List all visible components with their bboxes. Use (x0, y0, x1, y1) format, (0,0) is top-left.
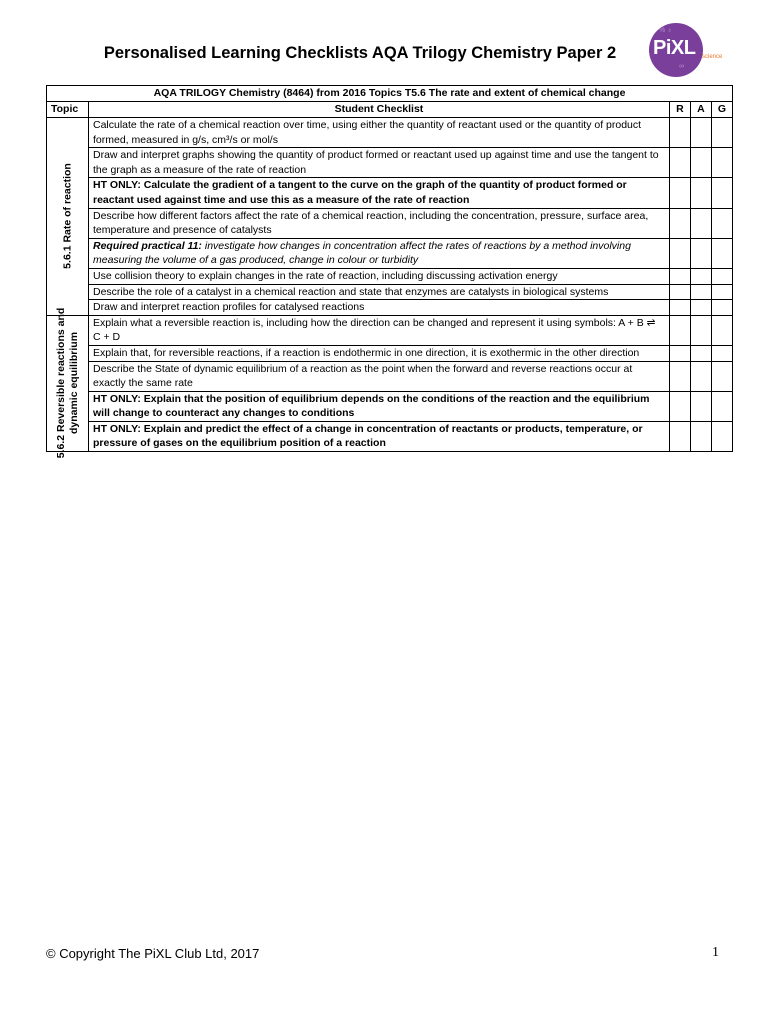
checklist-item (89, 361, 670, 391)
header-a: A (690, 102, 711, 118)
checklist-item (89, 300, 670, 316)
rag-a-cell[interactable] (690, 345, 711, 361)
table-row (47, 361, 733, 391)
rag-g-cell[interactable] (711, 391, 732, 421)
table-caption: AQA TRILOGY Chemistry (8464) from 2016 Topics T5.6 The rate and extent of chemical change (47, 86, 733, 102)
checklist-item (89, 238, 670, 268)
rag-g-cell[interactable] (711, 148, 732, 178)
logo-subtext: science (702, 54, 723, 60)
table-row (47, 238, 733, 268)
item-text: HT ONLY: Explain and predict the effect of a change in concentration of reactants or products, temperature, or pressure of gases on the equilibrium position of a reaction (93, 422, 643, 450)
rag-r-cell[interactable] (669, 391, 690, 421)
rag-a-cell[interactable] (690, 391, 711, 421)
item-text: HT ONLY: Calculate the gradient of a tangent to the curve on the graph of the quantity of product formed or reactant used against time and use this as a measure of the rate of reaction (93, 179, 627, 206)
rag-a-cell[interactable] (690, 178, 711, 208)
rag-g-cell[interactable] (711, 208, 732, 238)
rag-g-cell[interactable] (711, 238, 732, 268)
item-text: Explain that, for reversible reactions, if a reaction is endothermic in one direction, it is exothermic in the other direction (93, 346, 640, 359)
topic-cell (47, 118, 89, 316)
header-topic: Topic (47, 102, 89, 118)
rag-r-cell[interactable] (669, 345, 690, 361)
topic-label (55, 308, 81, 459)
rag-r-cell[interactable] (669, 315, 690, 345)
rag-r-cell[interactable] (669, 361, 690, 391)
table-row (47, 178, 733, 208)
rag-r-cell[interactable] (669, 421, 690, 451)
checklist-item (89, 345, 670, 361)
table-row (47, 284, 733, 300)
item-text: Draw and interpret graphs showing the quantity of product formed or reactant used up against time and use the tangent to the graph as a measure of the rate of reaction (93, 149, 659, 176)
checklist-item (89, 284, 670, 300)
topic-cell (47, 308, 89, 459)
table-row (47, 421, 733, 451)
checklist-item (89, 268, 670, 284)
rag-a-cell[interactable] (690, 284, 711, 300)
rag-g-cell[interactable] (711, 345, 732, 361)
rag-r-cell[interactable] (669, 238, 690, 268)
table-row (47, 148, 733, 178)
rag-a-cell[interactable] (690, 118, 711, 148)
rag-g-cell[interactable] (711, 315, 732, 345)
rag-r-cell[interactable] (669, 148, 690, 178)
topic-label (61, 164, 74, 270)
item-text: Describe how different factors affect the rate of a chemical reaction, including the concentration, pressure, surface area, temperature and presence of catalysts (93, 209, 649, 237)
table-row (47, 391, 733, 421)
rag-a-cell[interactable] (690, 300, 711, 316)
item-text: Use collision theory to explain changes in the rate of reaction, including discussing activation energy (93, 269, 558, 282)
item-text: Describe the role of a catalyst in a chemical reaction and state that enzymes are catalysts in biological systems (93, 285, 609, 298)
table-row (47, 300, 733, 316)
topic-name-line: 5.6.2 Reversible reactions and (54, 308, 67, 459)
checklist-item (89, 178, 670, 208)
logo-text: PiXL (653, 37, 696, 59)
rag-g-cell[interactable] (711, 300, 732, 316)
rag-g-cell[interactable] (711, 421, 732, 451)
rag-g-cell[interactable] (711, 268, 732, 284)
checklist-item (89, 118, 670, 148)
table-row (47, 268, 733, 284)
rag-a-cell[interactable] (690, 148, 711, 178)
copyright-notice: © Copyright The PiXL Club Ltd, 2017 (46, 946, 260, 961)
item-text: HT ONLY: Explain that the position of equilibrium depends on the conditions of the reaction and the equilibrium will change to counteract any changes to conditions (93, 392, 650, 420)
rag-a-cell[interactable] (690, 421, 711, 451)
table-row (47, 315, 733, 345)
page-title: Personalised Learning Checklists AQA Trilogy Chemistry Paper 2 (103, 44, 617, 62)
rag-r-cell[interactable] (669, 208, 690, 238)
table-row (47, 208, 733, 238)
rag-a-cell[interactable] (690, 238, 711, 268)
checklist-item (89, 421, 670, 451)
rag-a-cell[interactable] (690, 208, 711, 238)
checklist-item (89, 315, 670, 345)
item-text: Calculate the rate of a chemical reaction over time, using either the quantity of reactant used or the quantity of product formed, measured in g/s, cm³/s or mol/s (93, 119, 642, 146)
rag-a-cell[interactable] (690, 315, 711, 345)
symbol-decoration-icon: % ♁ (659, 27, 673, 34)
rag-r-cell[interactable] (669, 284, 690, 300)
rag-g-cell[interactable] (711, 361, 732, 391)
item-text: Draw and interpret reaction profiles for catalysed reactions (93, 301, 365, 314)
checklist-item (89, 148, 670, 178)
header-g: G (711, 102, 732, 118)
table-row (47, 345, 733, 361)
rag-g-cell[interactable] (711, 178, 732, 208)
rag-r-cell[interactable] (669, 118, 690, 148)
rag-g-cell[interactable] (711, 118, 732, 148)
page-number: 1 (712, 945, 719, 960)
topic-name-line: 5.6.1 Rate of reaction (61, 163, 73, 270)
item-text: investigate how changes in concentration affect the rates of reactions by a method involving measuring the volume of a gas produced, change in colour or turbidity (93, 239, 631, 267)
pixl-logo (649, 23, 703, 77)
topic-name-line: dynamic equilibrium (67, 332, 80, 435)
learning-checklist-table (46, 85, 733, 459)
item-text: Describe the State of dynamic equilibrium of a reaction as the point when the forward and reverse reactions occur at exactly the same rate (93, 362, 633, 390)
rag-a-cell[interactable] (690, 361, 711, 391)
item-text: Explain what a reversible reaction is, including how the direction can be changed and represent it using symbols: A + B ⇌ C + D (93, 316, 656, 344)
item-prefix: Required practical 11: (93, 239, 202, 252)
rag-g-cell[interactable] (711, 284, 732, 300)
checklist-item (89, 208, 670, 238)
header-checklist: Student Checklist (89, 102, 670, 118)
rag-r-cell[interactable] (669, 300, 690, 316)
header-r: R (669, 102, 690, 118)
symbol-decoration-icon: ∞ (679, 63, 684, 70)
checklist-item (89, 391, 670, 421)
table-row (47, 118, 733, 148)
rag-a-cell[interactable] (690, 268, 711, 284)
rag-r-cell[interactable] (669, 178, 690, 208)
rag-r-cell[interactable] (669, 268, 690, 284)
